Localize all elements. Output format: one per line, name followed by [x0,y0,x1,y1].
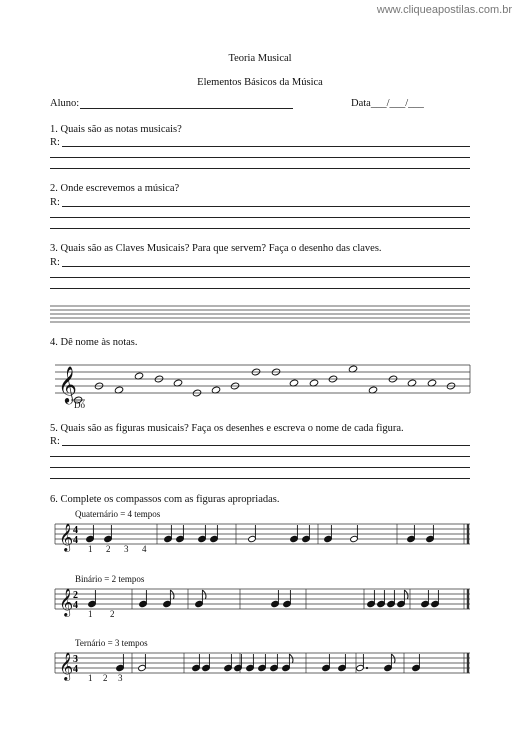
beat-count: 2 [103,673,108,683]
note-flag [289,654,293,663]
note-flag [202,590,206,599]
notes-staff [0,355,520,415]
question-4: 4. Dê nome às notas. [50,337,138,348]
staff-quaternario[interactable] [0,508,520,558]
beat-count: 2 [106,544,111,554]
answer-line[interactable] [50,168,470,169]
note-flag [391,654,395,663]
page-subtitle: Elementos Básicos da Música [197,77,323,88]
answer-prefix: R: [50,436,60,447]
note-label-do: Dó [74,400,85,410]
time-signature-top: 2 [73,590,78,601]
note-sequence [71,365,456,404]
page-title: Teoria Musical [228,53,292,64]
answer-line[interactable] [62,146,470,147]
beat-count: 4 [142,544,147,554]
staff-binario[interactable] [0,573,520,623]
time-signature-bottom: 4 [73,600,78,611]
note-flag [170,590,174,599]
treble-clef-icon: 𝄞 [59,652,74,680]
beat-count: 1 [88,544,93,554]
answer-prefix: R: [50,257,60,268]
note-dot [366,667,368,669]
answer-line[interactable] [50,478,470,479]
question-1: 1. Quais são as notas musicais? [50,124,182,135]
date-field[interactable]: Data___/___/___ [351,98,424,109]
student-name-field[interactable] [80,108,293,109]
time-signature-bottom: 4 [73,664,78,675]
blank-staff[interactable] [0,298,520,338]
answer-line[interactable] [62,266,470,267]
treble-clef-icon: 𝄞 [58,365,77,403]
answer-line[interactable] [50,217,470,218]
answer-line[interactable] [50,228,470,229]
answer-line[interactable] [62,445,470,446]
beat-count: 3 [124,544,129,554]
time-signature-top: 3 [73,654,78,665]
answer-prefix: R: [50,197,60,208]
staff-caption: Quaternário = 4 tempos [75,509,161,519]
watermark: www.cliqueapostilas.com.br [376,4,512,16]
time-signature-top: 4 [73,525,78,536]
answer-line[interactable] [62,206,470,207]
answer-line[interactable] [50,456,470,457]
staff-ternario[interactable] [0,637,520,687]
question-2: 2. Onde escrevemos a música? [50,183,180,194]
treble-clef-icon: 𝄞 [59,523,74,551]
answer-line[interactable] [50,467,470,468]
answer-line[interactable] [50,157,470,158]
question-6: 6. Complete os compassos com as figuras apropriadas. [50,494,280,505]
time-signature-bottom: 4 [73,535,78,546]
treble-clef-icon: 𝄞 [59,588,74,616]
question-5: 5. Quais são as figuras musicais? Faça os desenhes e escreva o nome de cada figura. [50,423,404,434]
staff-caption: Binário = 2 tempos [75,574,145,584]
student-label: Aluno: [50,98,80,109]
answer-line[interactable] [50,288,470,289]
staff-caption: Ternário = 3 tempos [75,638,148,648]
beat-count: 3 [118,673,123,683]
note-flag [404,590,408,599]
question-3: 3. Quais são as Claves Musicais? Para que servem? Faça o desenho das claves. [50,243,382,254]
beat-count: 1 [88,609,93,619]
answer-line[interactable] [50,277,470,278]
beat-count: 1 [88,673,93,683]
answer-prefix: R: [50,137,60,148]
beat-count: 2 [110,609,115,619]
